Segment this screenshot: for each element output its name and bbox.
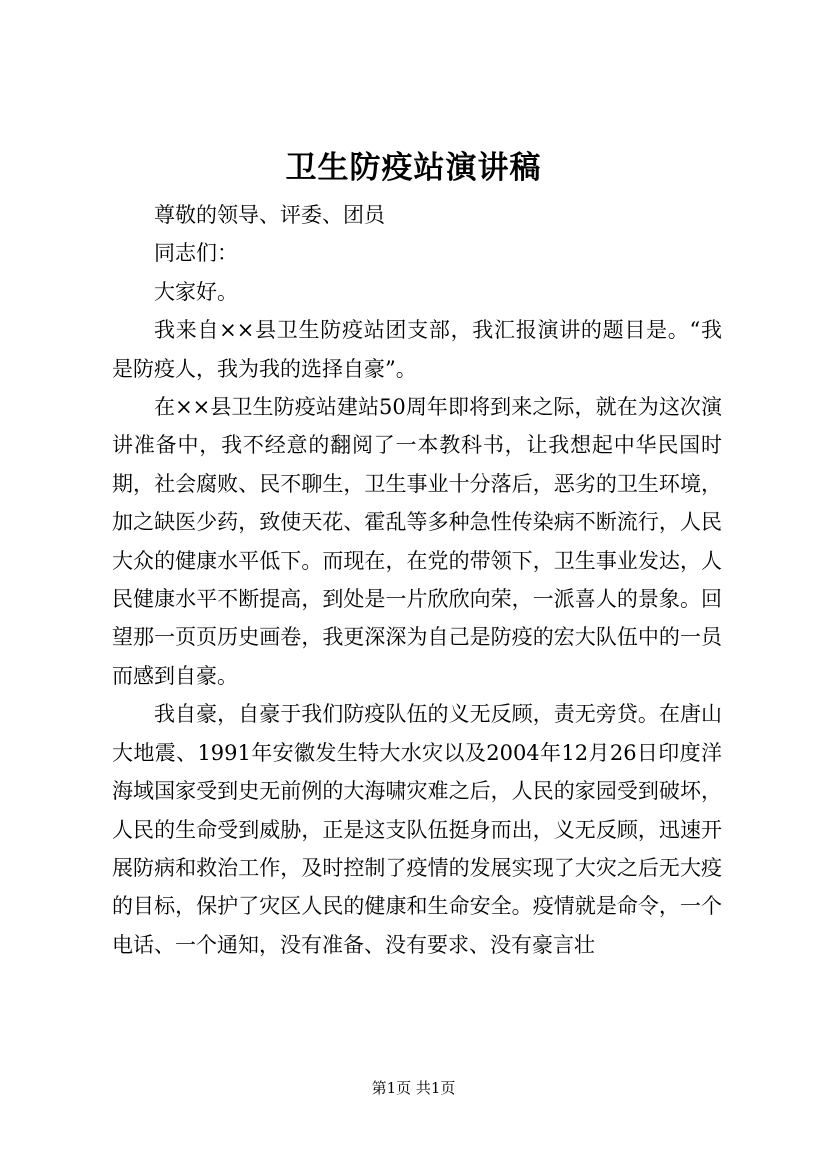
paragraph-pride: 我自豪，自豪于我们防疫队伍的义无反顾，责无旁贷。在唐山大地震、1991年安徽发生特大水灾以及2004年12月26日印度洋海域国家受到史无前例的大海啸灾难之后，人民的家园受到破坏，人民的生命受到威胁，正是这支队伍挺身而出，义无反顾，迅速开展防病和救治工作，及时控制了疫情的发展实现了大灾之后无大疫的目标，保护了灾区人民的健康和生命安全。疫情就是命令，一个电话、一个通知，没有准备、没有要求、没有豪言壮 (112, 702, 722, 957)
document-title: 卫生防疫站演讲稿 (285, 150, 542, 186)
document-body (112, 196, 722, 964)
page-footer: 第1页 共1页 (371, 1079, 456, 1097)
paragraph-history: 在××县卫生防疫站建站50周年即将到来之际，就在为这次演讲准备中，我不经意的翻阅了一本教科书，让我想起中华民国时期，社会腐败、民不聊生，卫生事业十分落后，恶劣的卫生环境，加之缺医少药，致使天花、霍乱等多种急性传染病不断流行，人民大众的健康水平低下。而现在，在党的带领下，卫生事业发达，人民健康水平不断提高，到处是一片欣欣向荣，一派喜人的景象。回望那一页页历史画卷，我更深深为自己是防疫的宏大队伍中的一员而感到自豪。 (112, 395, 722, 688)
paragraph-salutation: 尊敬的领导、评委、团员 (154, 203, 385, 227)
paragraph-comrades: 同志们： (154, 241, 238, 266)
paragraph-intro: 我来自××县卫生防疫站团支部，我汇报演讲的题目是。“我是防疫人，我为我的选择自豪”。 (112, 318, 722, 381)
paragraph-greeting: 大家好。 (154, 279, 238, 304)
